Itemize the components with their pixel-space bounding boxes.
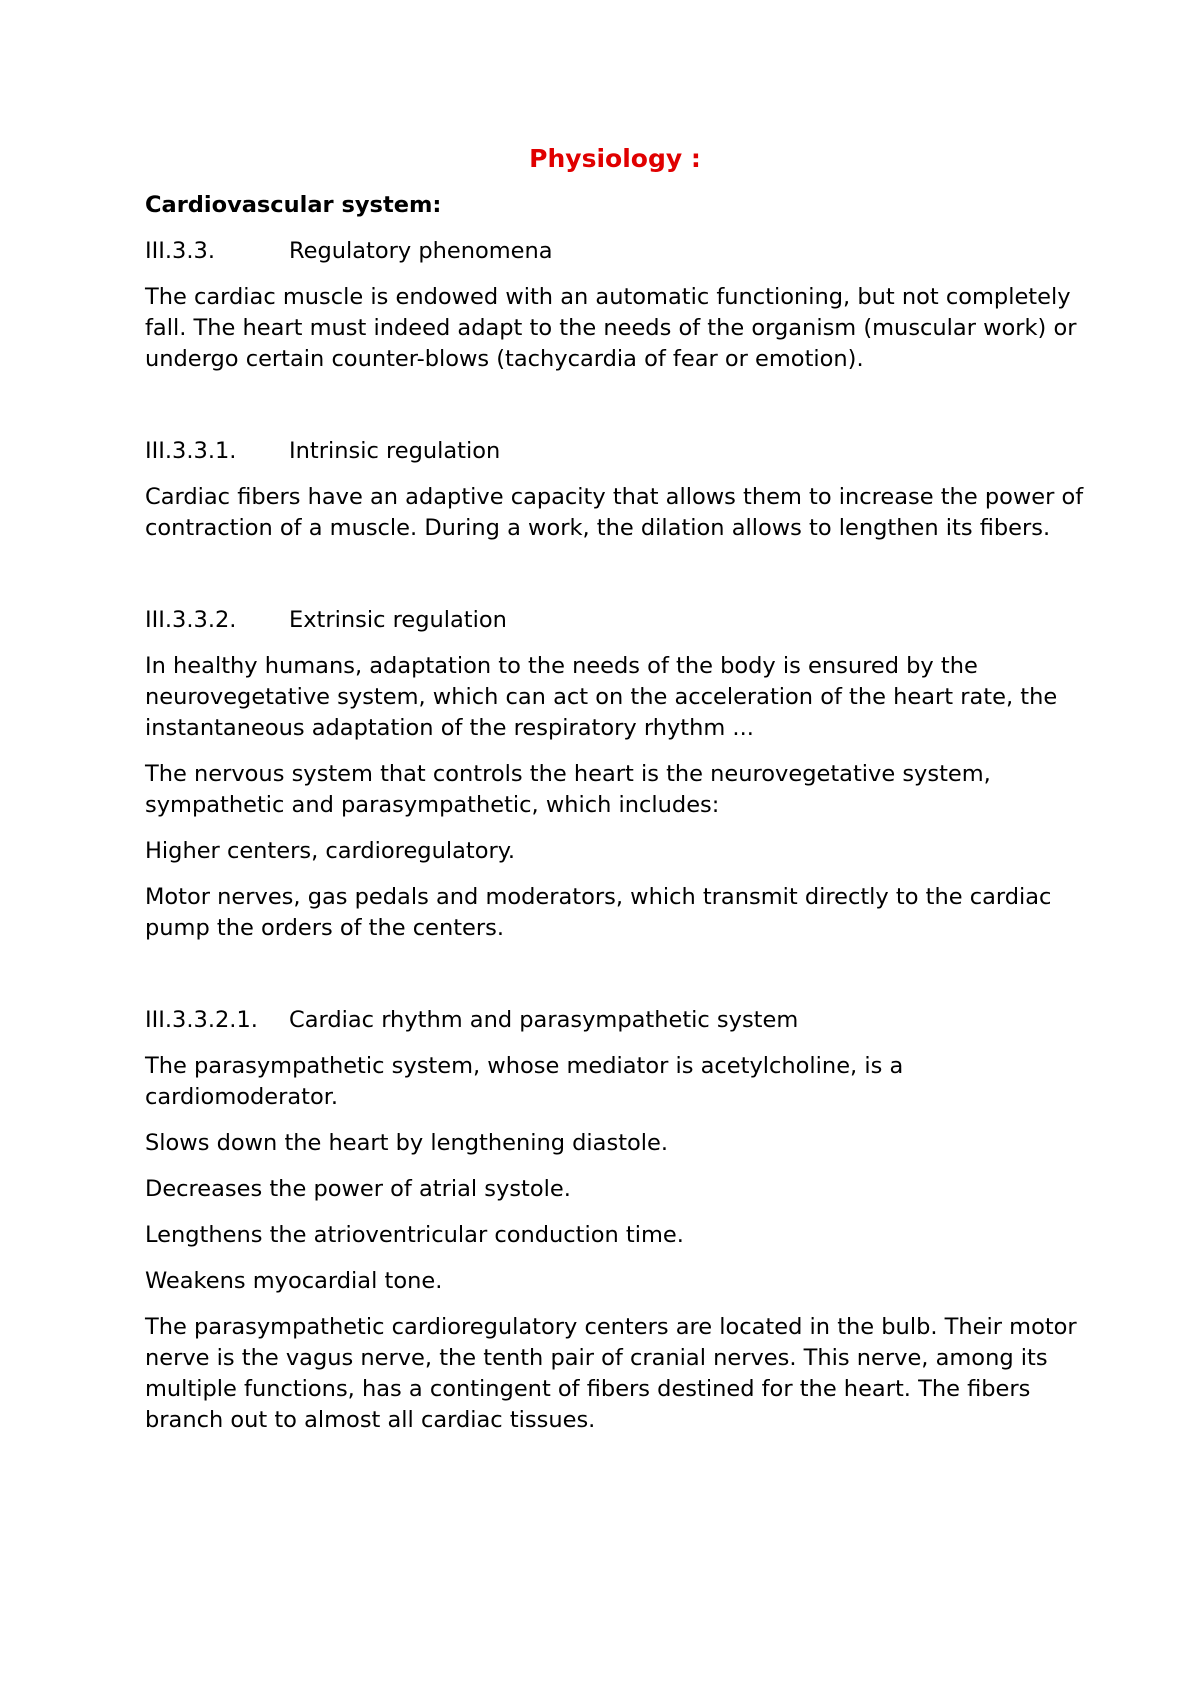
paragraph-cardiac-fibers: Cardiac fibers have an adaptive capacity that allows them to increase the power of contraction of a muscle. During a work, the dilation allows to lengthen its fibers. <box>145 484 1084 541</box>
heading-number: III.3.3.2.1. <box>145 1007 258 1033</box>
paragraph-lengthens-conduction: Lengthens the atrioventricular conduction time. <box>145 1222 684 1248</box>
paragraph-cardioregulatory-centers: The parasympathetic cardioregulatory centers are located in the bulb. Their motor nerve is the vagus nerve, the tenth pair of cranial nerves. This nerve, among its multiple functions, has a contingent of fibers destined for the heart. The fibers branch out to almost all cardiac tissues. <box>145 1314 1077 1433</box>
paragraph-weakens-tone: Weakens myocardial tone. <box>145 1268 443 1294</box>
paragraph-slows-heart: Slows down the heart by lengthening diastole. <box>145 1130 669 1156</box>
paragraph-decreases-power: Decreases the power of atrial systole. <box>145 1176 571 1202</box>
paragraph-healthy-humans: In healthy humans, adaptation to the needs of the body is ensured by the neurovegetative system, which can act on the acceleration of the heart rate, the instantaneous adaptation of the respiratory rhythm ... <box>145 653 1058 741</box>
paragraph-automatic-functioning: The cardiac muscle is endowed with an automatic functioning, but not completely fall. The heart must indeed adapt to the needs of the organism (muscular work) or undergo certain counter-blows (tachycardia of fear or emotion). <box>145 284 1077 372</box>
spacer <box>145 559 1085 605</box>
document-title: Physiology : <box>529 144 701 173</box>
heading-extrinsic-regulation <box>145 605 1085 636</box>
heading-text: Cardiac rhythm and parasympathetic system <box>289 1007 799 1033</box>
document-content <box>145 142 1085 1451</box>
section-label: Cardiovascular system: <box>145 192 442 218</box>
heading-cardiac-rhythm <box>145 1005 1085 1036</box>
paragraph-nervous-system: The nervous system that controls the heart is the neurovegetative system, sympathetic and parasympathetic, which includes: <box>145 761 991 818</box>
heading-text: Extrinsic regulation <box>289 607 507 633</box>
heading-text: Regulatory phenomena <box>289 238 553 264</box>
spacer <box>145 959 1085 1005</box>
heading-text: Intrinsic regulation <box>289 438 501 464</box>
heading-regulatory-phenomena <box>145 236 1085 267</box>
heading-intrinsic-regulation <box>145 436 1085 467</box>
heading-number: III.3.3. <box>145 238 215 264</box>
paragraph-higher-centers: Higher centers, cardioregulatory. <box>145 838 515 864</box>
heading-number: III.3.3.2. <box>145 607 237 633</box>
heading-number: III.3.3.1. <box>145 438 237 464</box>
spacer <box>145 390 1085 436</box>
paragraph-motor-nerves: Motor nerves, gas pedals and moderators, which transmit directly to the cardiac pump the orders of the centers. <box>145 884 1052 941</box>
paragraph-parasympathetic-mediator: The parasympathetic system, whose mediator is acetylcholine, is a cardiomoderator. <box>145 1053 904 1110</box>
